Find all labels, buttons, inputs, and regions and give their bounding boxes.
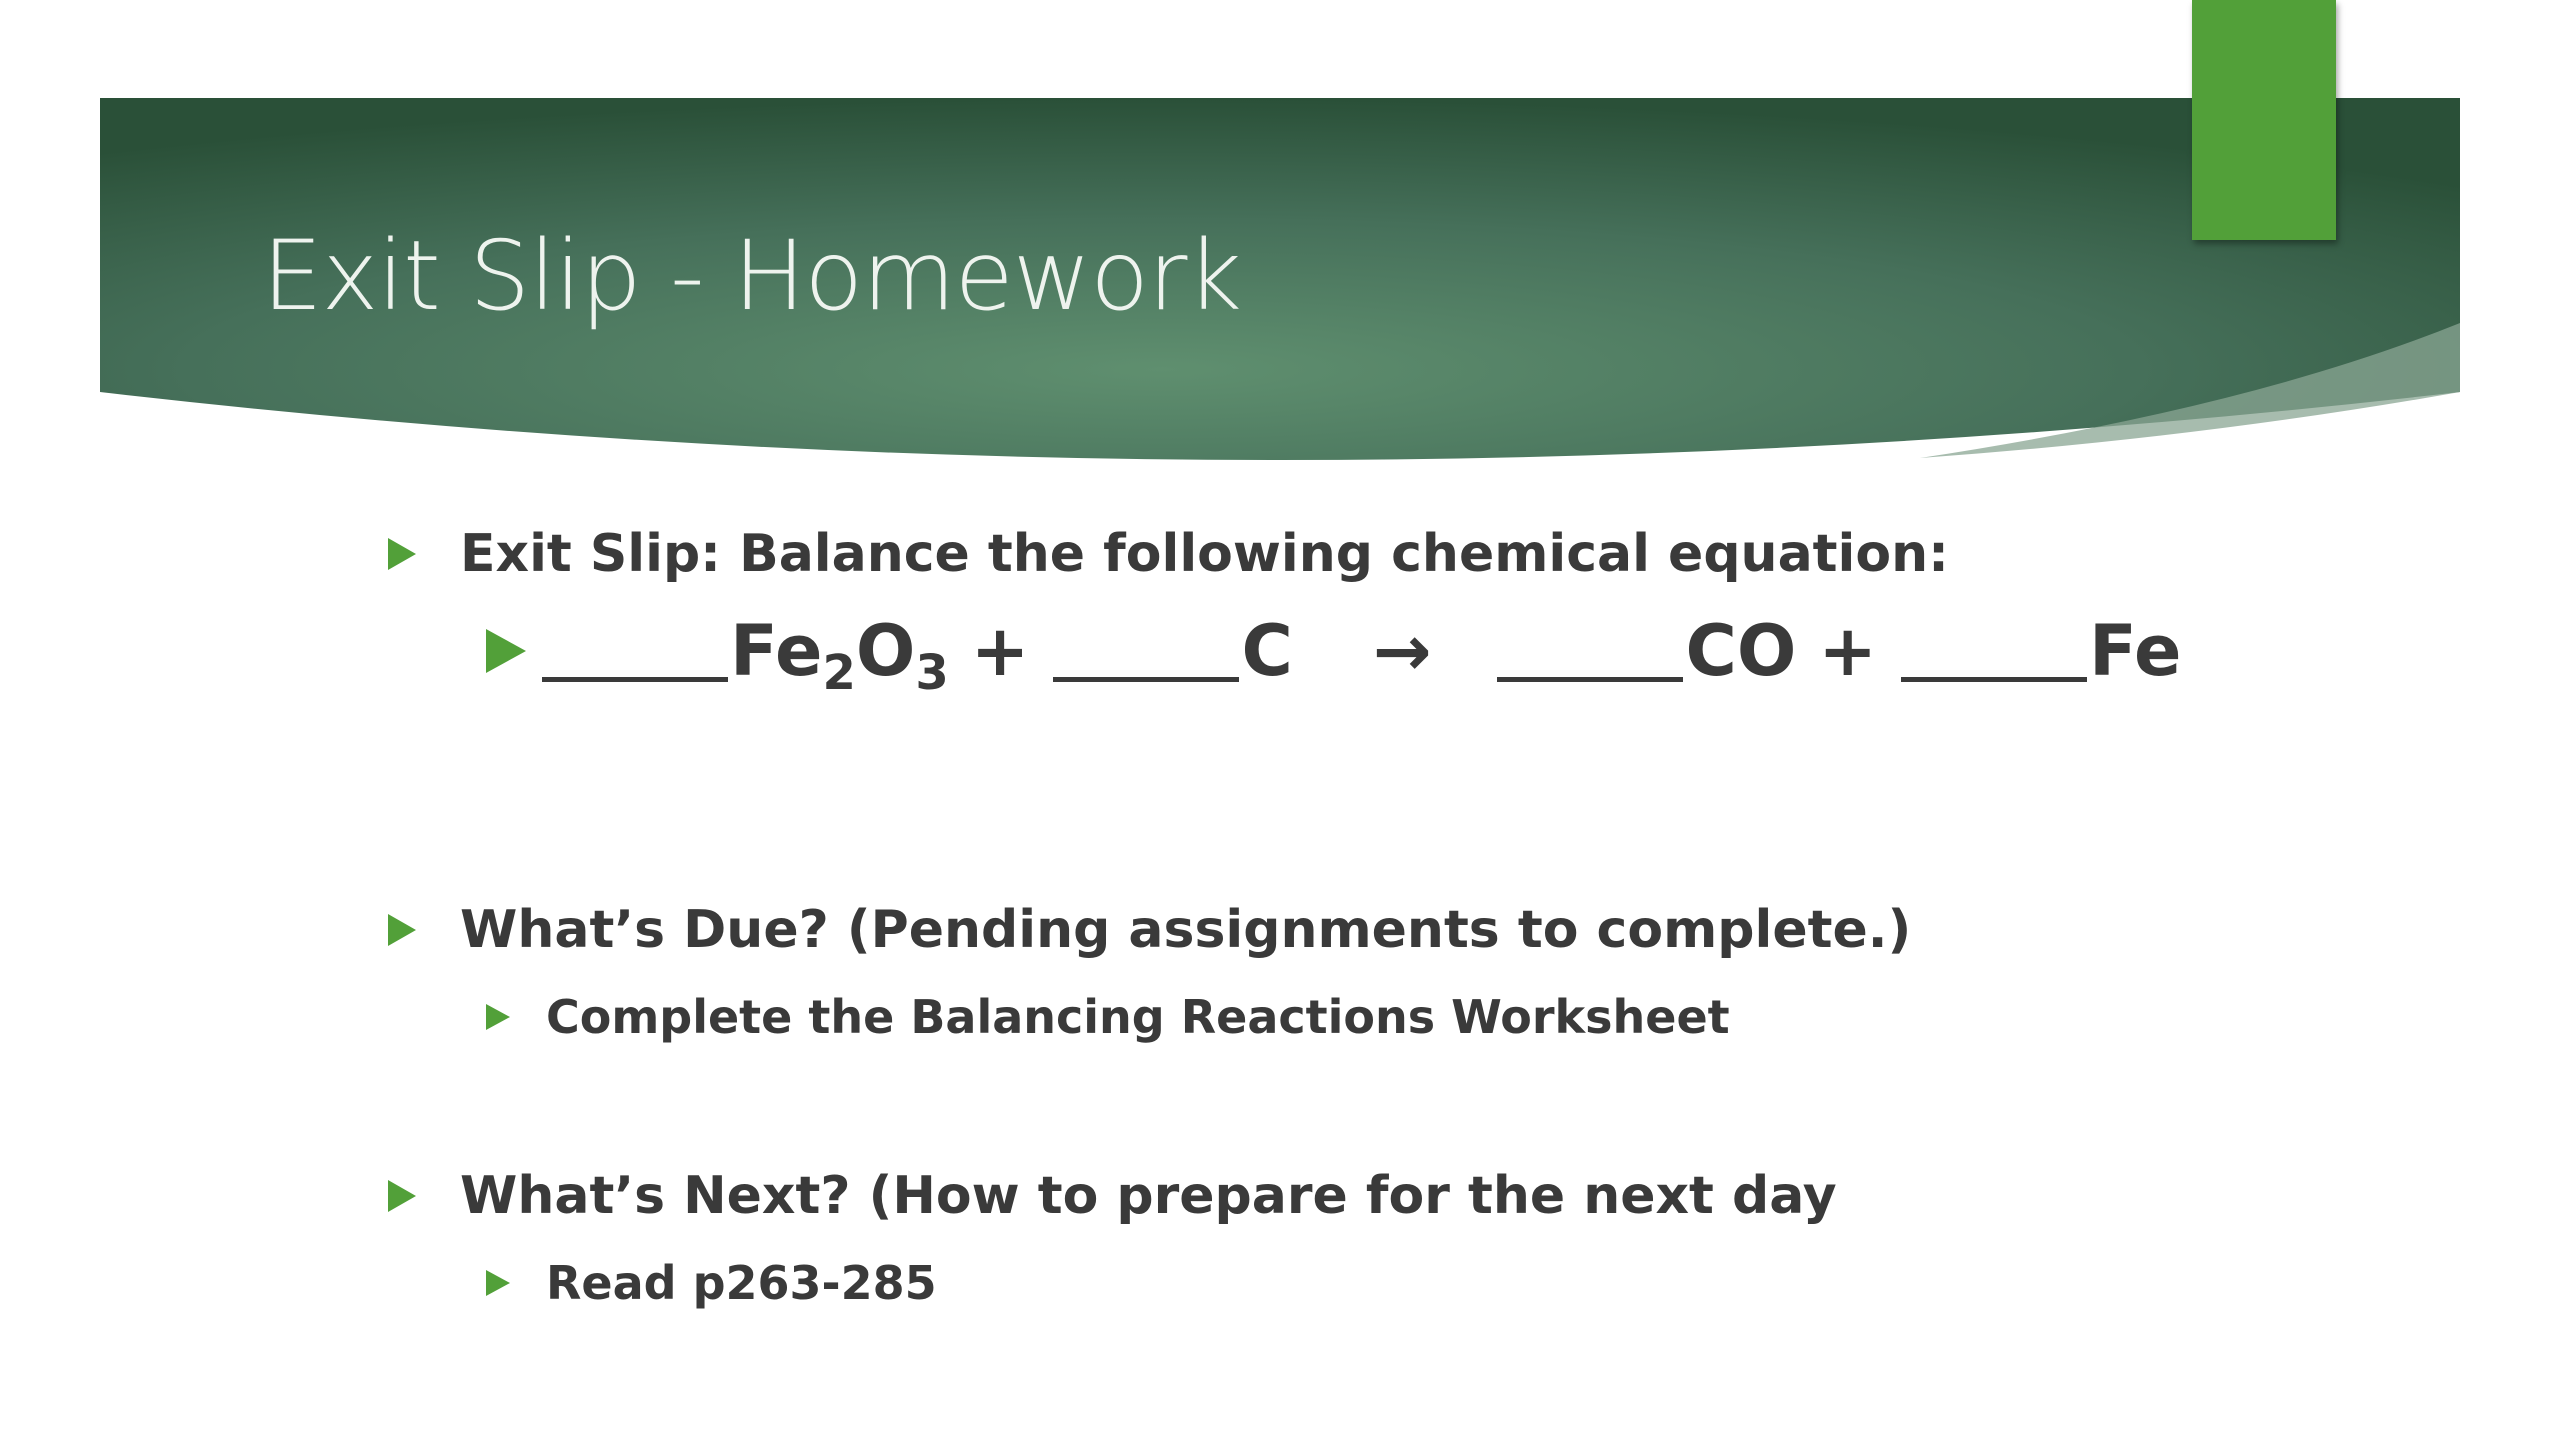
- bullet-triangle-icon: [486, 629, 526, 673]
- reaction-arrow-icon: →: [1372, 610, 1432, 692]
- sub-bullet-triangle-icon: [486, 1004, 510, 1030]
- equation-term-2: C: [1241, 610, 1293, 692]
- bullet-text: What’s Next? (How to prepare for the next day: [460, 1166, 1837, 1226]
- chemical-equation: [486, 610, 2182, 701]
- bullet-text: Exit Slip: Balance the following chemical equation:: [460, 524, 1949, 584]
- bullet-exit-slip: [388, 524, 1949, 584]
- bullet-text: What’s Due? (Pending assignments to complete.): [460, 900, 1912, 960]
- answer-blank-3: [1497, 621, 1683, 682]
- bullet-triangle-icon: [388, 538, 416, 570]
- sub-bullet-text: Read p263-285: [546, 1256, 937, 1310]
- answer-blank-2: [1053, 621, 1239, 682]
- sub-bullet-worksheet: [486, 990, 1730, 1044]
- bullet-triangle-icon: [388, 1180, 416, 1212]
- equation-term-1: $Fe_2O_3$: [730, 610, 949, 701]
- equation-plus-1: +: [970, 610, 1030, 692]
- bullet-whats-next: [388, 1166, 1837, 1226]
- bullet-whats-due: [388, 900, 1911, 960]
- sub-bullet-triangle-icon: [486, 1270, 510, 1296]
- equation-plus-2: +: [1818, 610, 1878, 692]
- slide-title: Exit Slip - Homework: [262, 220, 1241, 332]
- sub-bullet-text: Complete the Balancing Reactions Worksheet: [546, 990, 1730, 1044]
- answer-blank-4: [1901, 621, 2087, 682]
- answer-blank-1: [542, 621, 728, 682]
- green-accent-tab: [2192, 0, 2336, 240]
- sub-bullet-reading: [486, 1256, 937, 1310]
- bullet-triangle-icon: [388, 914, 416, 946]
- equation-term-4: Fe: [2089, 610, 2182, 692]
- equation-term-3: CO: [1685, 610, 1797, 692]
